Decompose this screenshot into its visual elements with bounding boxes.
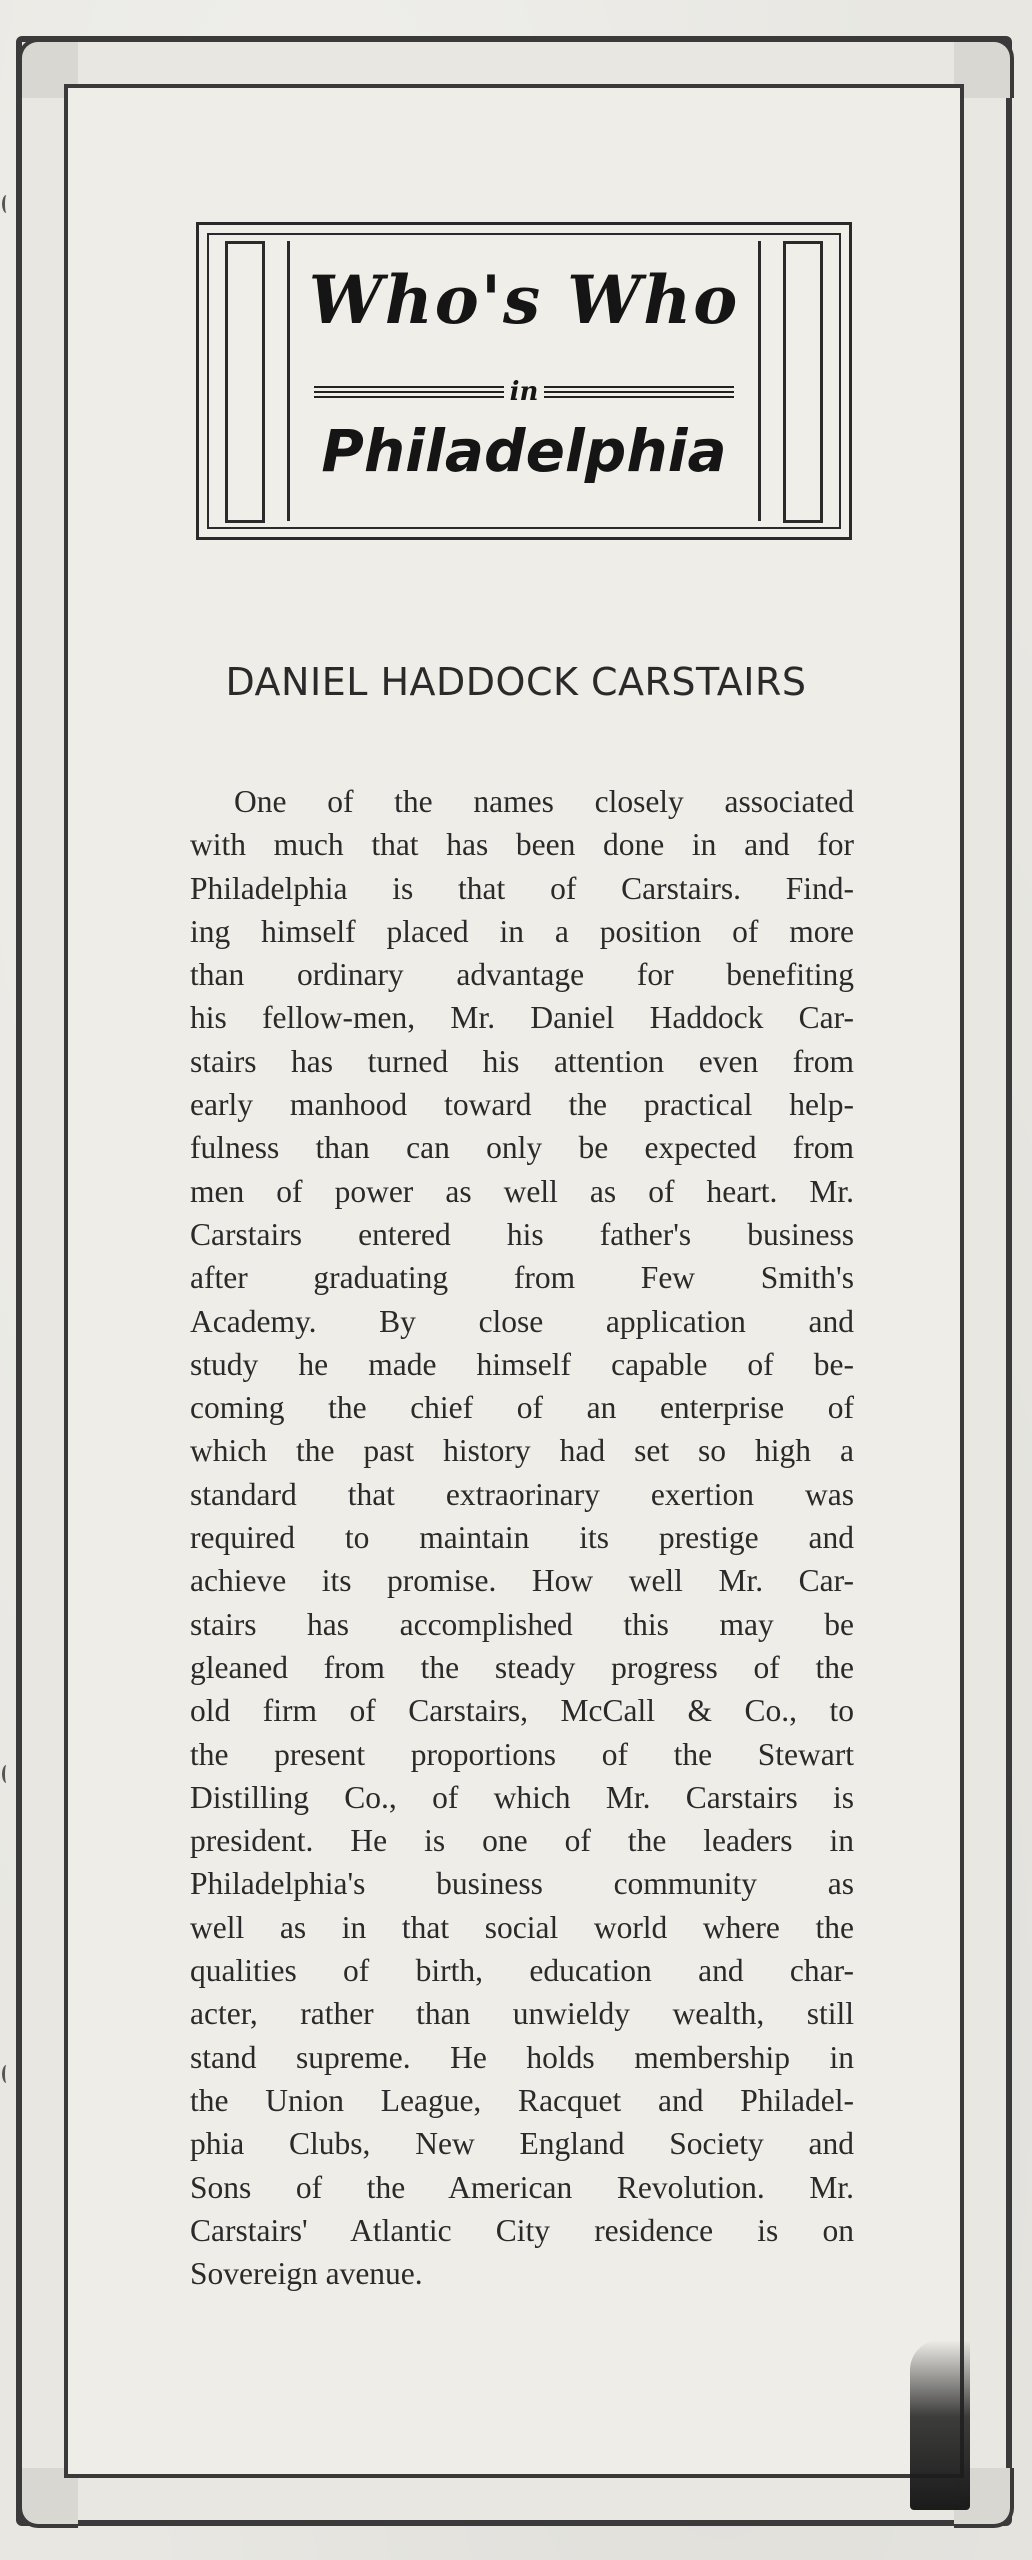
article-line: Carstairs entered his father's business bbox=[190, 1216, 854, 1252]
article-line: which the past history had set so high a bbox=[190, 1433, 854, 1469]
article-line: Sons of the American Revolution. Mr. bbox=[190, 2169, 854, 2205]
article-line: with much that has been done in and for bbox=[190, 827, 854, 863]
profile-subject-heading: DANIEL HADDOCK CARSTAIRS bbox=[225, 660, 807, 704]
masthead-box bbox=[196, 222, 852, 540]
article-line: achieve its promise. How well Mr. Car- bbox=[190, 1563, 854, 1599]
article-line: Carstairs' Atlantic City residence is on bbox=[190, 2212, 854, 2248]
article-line: study he made himself capable of be- bbox=[190, 1346, 854, 1382]
margin-mark bbox=[2, 1765, 11, 1783]
article-line: stand supreme. He holds membership in bbox=[190, 2039, 854, 2075]
article-line: Philadelphia's business community as bbox=[190, 1866, 854, 1902]
masthead-title-philadelphia: Philadelphia bbox=[321, 417, 727, 485]
masthead-title-area bbox=[287, 241, 761, 521]
article-line: his fellow-men, Mr. Daniel Haddock Car- bbox=[190, 1000, 854, 1036]
article-line: president. He is one of the leaders in bbox=[190, 1823, 854, 1859]
masthead-title-whos-who: Who's Who bbox=[308, 261, 740, 339]
article-line: phia Clubs, New England Society and bbox=[190, 2126, 854, 2162]
margin-mark bbox=[2, 195, 11, 213]
article-line: required to maintain its prestige and bbox=[190, 1520, 854, 1556]
article-line: standard that extraorinary exertion was bbox=[190, 1476, 854, 1512]
article-line: stairs has accomplished this may be bbox=[190, 1606, 854, 1642]
article-line: fulness than can only be expected from bbox=[190, 1130, 854, 1166]
article-line: ing himself placed in a position of more bbox=[190, 913, 854, 949]
article-line: One of the names closely associated bbox=[234, 784, 854, 819]
profile-article-body bbox=[190, 780, 854, 2295]
decorative-rule-left bbox=[314, 386, 504, 398]
article-line: old firm of Carstairs, McCall & Co., to bbox=[190, 1693, 854, 1729]
article-line: the present proportions of the Stewart bbox=[190, 1736, 854, 1772]
masthead-connector bbox=[314, 377, 734, 407]
article-line: after graduating from Few Smith's bbox=[190, 1260, 854, 1296]
article-line: gleaned from the steady progress of the bbox=[190, 1649, 854, 1685]
masthead-side-panel-right bbox=[783, 241, 823, 523]
decorative-rule-right bbox=[544, 386, 734, 398]
article-line: Sovereign avenue. bbox=[190, 2256, 423, 2292]
article-line: stairs has turned his attention even from bbox=[190, 1043, 854, 1079]
article-line: coming the chief of an enterprise of bbox=[190, 1390, 854, 1426]
article-line: acter, rather than unwieldy wealth, still bbox=[190, 1996, 854, 2032]
masthead-side-panel-left bbox=[225, 241, 265, 523]
margin-mark bbox=[2, 2065, 11, 2083]
article-line: Philadelphia is that of Carstairs. Find- bbox=[190, 870, 854, 906]
print-smudge bbox=[910, 2340, 970, 2510]
article-line: qualities of birth, education and char- bbox=[190, 1953, 854, 1989]
article-line: the Union League, Racquet and Philadel- bbox=[190, 2082, 854, 2118]
article-line: men of power as well as of heart. Mr. bbox=[190, 1173, 854, 1209]
article-line: Academy. By close application and bbox=[190, 1303, 854, 1339]
article-line: than ordinary advantage for benefiting bbox=[190, 957, 854, 993]
masthead-connector-word: in bbox=[509, 377, 539, 407]
article-line: early manhood toward the practical help- bbox=[190, 1087, 854, 1123]
article-line: Distilling Co., of which Mr. Carstairs is bbox=[190, 1779, 854, 1815]
article-line: well as in that social world where the bbox=[190, 1909, 854, 1945]
